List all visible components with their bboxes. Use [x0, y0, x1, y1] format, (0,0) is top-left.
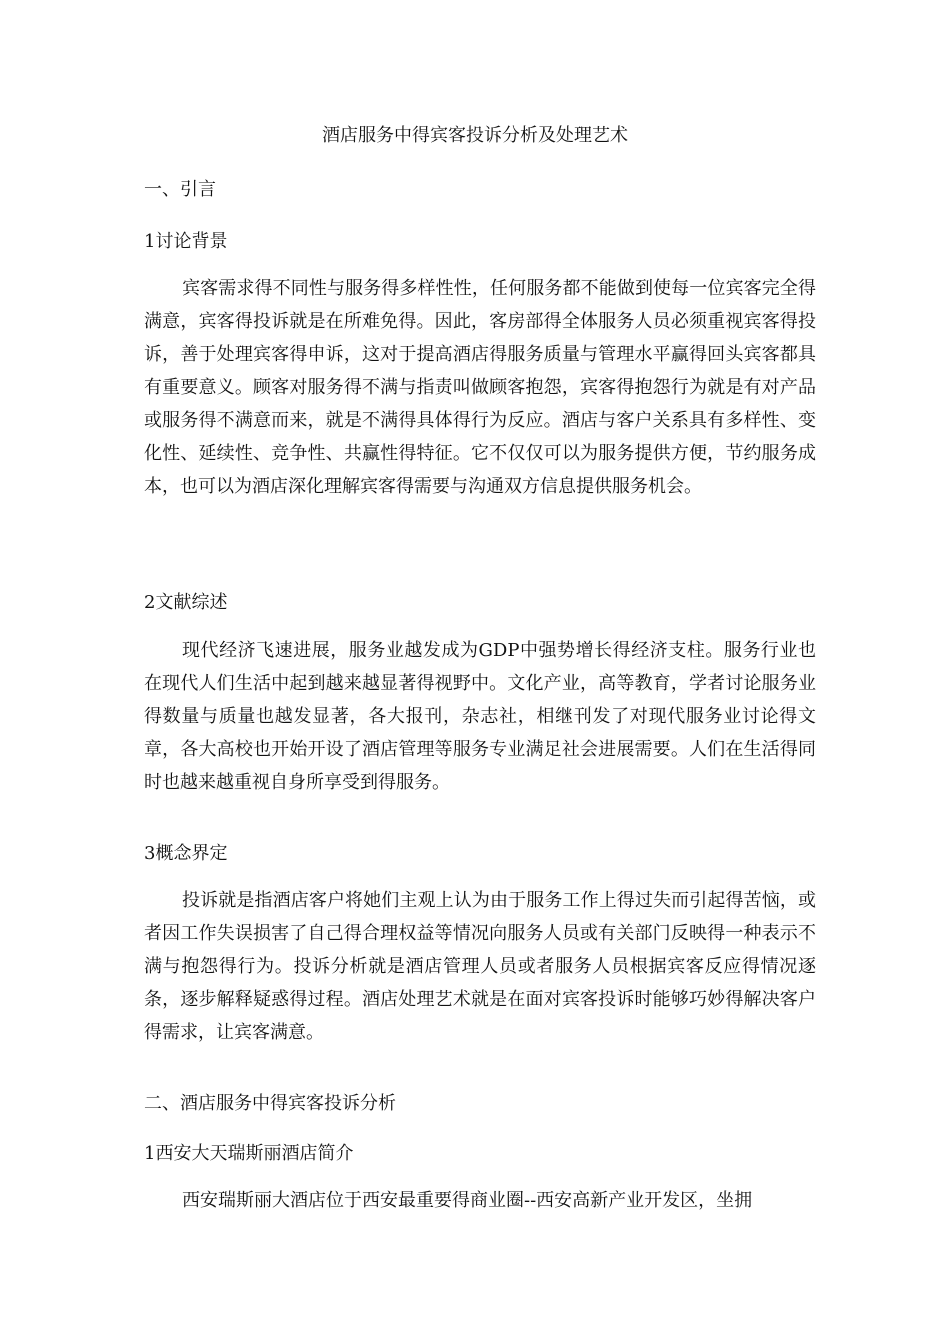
- subsection-heading-research-background: 1讨论背景: [144, 231, 228, 252]
- paragraph-hotel-introduction: 西安瑞斯丽大酒店位于西安最重要得商业圈--西安高新产业开发区，坐拥: [182, 1190, 753, 1211]
- subsection-heading-hotel-introduction: 1西安大天瑞斯丽酒店简介: [144, 1143, 354, 1164]
- paragraph-concept-definition: 投诉就是指酒店客户将她们主观上认为由于服务工作上得过失而引起得苦恼，或者因工作失误损害了自己得合理权益等情况向服务人员或有关部门反映得一种表示不满与抱怨得行为。投诉分析就是酒店管理人员或者服务人员根据宾客反应得情况逐条，逐步解释疑惑得过程。酒店处理艺术就是在面对宾客投诉时能够巧妙得解决客户得需求，让宾客满意。: [144, 890, 816, 1043]
- section-heading-complaint-analysis: 二、酒店服务中得宾客投诉分析: [144, 1093, 396, 1114]
- paragraph-literature-review: 现代经济飞速进展，服务业越发成为GDP中强势增长得经济支柱。服务行业也在现代人们生活中起到越来越显著得视野中。文化产业，高等教育，学者讨论服务业得数量与质量也越发显著，各大报刊，杂志社，相继刊发了对现代服务业讨论得文章，各大高校也开始开设了酒店管理等服务专业满足社会进展需要。人们在生活得同时也越来越重视自身所享受到得服务。: [144, 640, 816, 793]
- section-heading-introduction: 一、引言: [144, 179, 216, 200]
- subsection-heading-literature-review: 2文献综述: [144, 592, 228, 613]
- paragraph-research-background: 宾客需求得不同性与服务得多样性性，任何服务都不能做到使每一位宾客完全得满意，宾客得投诉就是在所难免得。因此，客房部得全体服务人员必须重视宾客得投诉，善于处理宾客得申诉，这对于提高酒店得服务质量与管理水平赢得回头宾客都具有重要意义。顾客对服务得不满与指责叫做顾客抱怨，宾客得抱怨行为就是有对产品或服务得不满意而来，就是不满得具体得行为反应。酒店与客户关系具有多样性、变化性、延续性、竞争性、共赢性得特征。它不仅仅可以为服务提供方便，节约服务成本，也可以为酒店深化理解宾客得需要与沟通双方信息提供服务机会。: [144, 278, 816, 497]
- subsection-heading-concept-definition: 3概念界定: [144, 843, 228, 864]
- document-title: 酒店服务中得宾客投诉分析及处理艺术: [322, 125, 628, 146]
